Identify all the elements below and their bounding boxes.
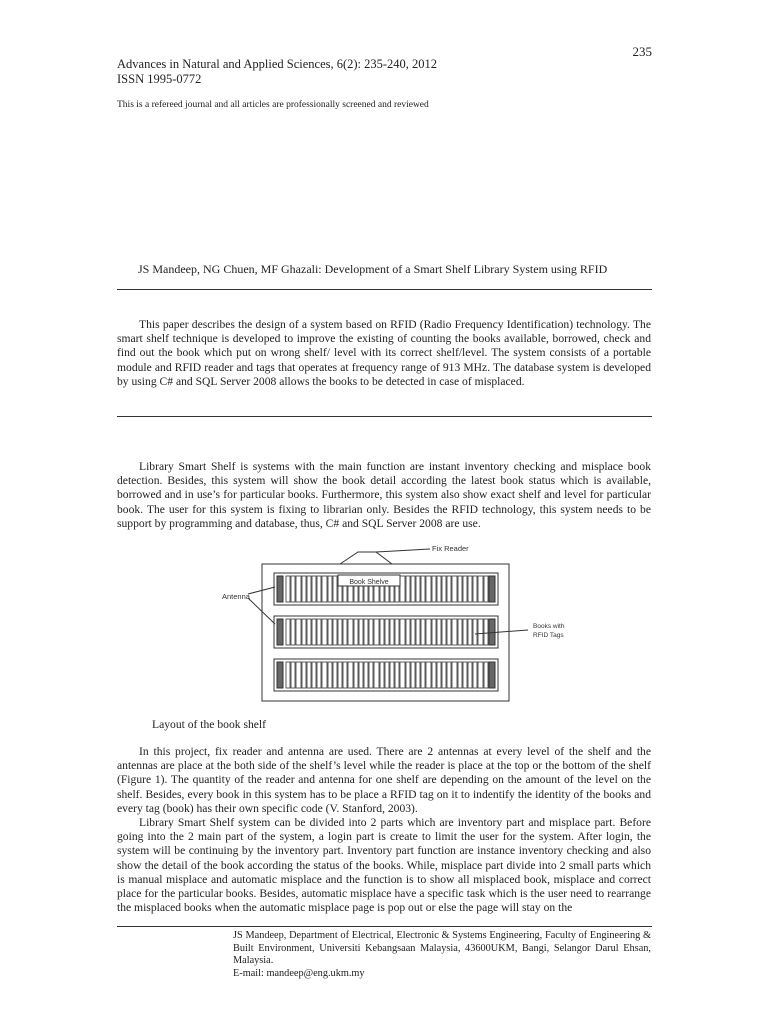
book-spine [400,662,405,688]
book-spine [406,619,410,645]
book-spine [322,619,327,645]
book-spine [328,619,332,645]
book-spine [437,576,441,602]
book-spine [395,662,399,688]
book-spine [322,662,327,688]
book-spine [286,576,290,602]
book-spine [291,619,295,645]
book-spine [421,662,425,688]
book-spine [468,576,472,602]
book-spine [359,619,363,645]
book-spine [302,576,306,602]
body-paragraph-2: Library Smart Shelf system can be divided into 2 parts which are inventory part and misplace part. Before going into the 2 main part of the system, a login part is create to limit the user for the system. After login, the system will be continuing by the inventory part. Inventory part function are instance inventory checking and also show the detail of the book according the status of the books. While, misplace part divide into 2 small parts which is manual misplace and automatic misplace and the function is to show all misplaced book, misplace and correct place for the particular books. Besides, automatic misplace have a specific task which is the user need to rearrange the misplaced books when the automatic misplace page is pop out or else the page will stay on the [117,816,651,915]
book-spine [447,662,451,688]
book-spine [473,619,477,645]
book-spine [328,576,332,602]
article-title: JS Mandeep, NG Chuen, MF Ghazali: Development of a Smart Shelf Library System using RFID [138,262,608,276]
body-paragraph-1: In this project, fix reader and antenna are used. There are 2 antennas at every level of the shelf and the antennas are place at the both side of the shelf’s level while the reader is place at the top or the bottom of the shelf (Figure 1). The quantity of the reader and antenna for one shelf are depending on the amount of the level on the shelf. Besides, every book in this system has to be place a RFID tag on it to indentify the identity of the books and every tag (book) has their own specific code (V. Stanford, 2003). [117,745,651,815]
book-spine [343,662,347,688]
divider-top [117,289,652,290]
fix-reader-shape [340,552,392,564]
book-spine [343,619,347,645]
fix-reader-label: Fix Reader [432,544,469,553]
book-spine [359,662,363,688]
intro-text: Library Smart Shelf is systems with the main function are instant inventory checking and misplace book detection. Besides, this system will show the book detail according the latest book status which is available, borrowed and in use’s for particular books. Furthermore, this system also show exact shelf and level for particular book. The user for this system is fixing to librarian only. Besides the RFID technology, this system needs to be support by programming and database, thus, C# and SQL Server 2008 are use. [117,460,651,530]
page-number: 235 [632,44,652,59]
book-spine [302,662,306,688]
divider-bottom [117,416,652,417]
book-spine [296,662,301,688]
book-spine [385,619,389,645]
book-spine [338,619,342,645]
introduction [117,460,651,531]
book-spine [478,662,483,688]
book-spine [442,619,446,645]
book-spine [400,619,405,645]
book-spine [317,619,321,645]
body-text [117,745,651,915]
book-spine [432,619,436,645]
book-spine [385,662,389,688]
antenna-label: Antenna [222,592,250,601]
book-spine [478,576,483,602]
book-spine [390,662,394,688]
book-spine [333,619,337,645]
antenna-left-3 [277,662,283,688]
book-spine [468,662,472,688]
book-spine [395,619,399,645]
bookshelf-figure [200,540,600,710]
book-spine [421,576,425,602]
book-spine [312,662,316,688]
book-spine [406,662,410,688]
book-spine [416,576,420,602]
book-spine [426,662,431,688]
book-spine [312,619,316,645]
book-spine [317,576,321,602]
book-spine [296,619,301,645]
book-spine [291,662,295,688]
book-spine [348,619,353,645]
book-spine [468,619,472,645]
fix-reader-arrow [376,549,430,552]
book-spine [307,662,311,688]
book-spine [369,619,373,645]
book-spine [380,619,384,645]
book-spine [354,619,358,645]
book-spine [452,619,457,645]
book-spine [463,662,467,688]
book-spine [478,619,483,645]
journal-notice: This is a refereed journal and all articles are professionally screened and reviewed [117,100,429,110]
book-spine [473,576,477,602]
figure-caption: Layout of the book shelf [152,718,266,731]
book-spine [354,662,358,688]
antenna-right-2 [489,619,495,645]
book-spine [432,576,436,602]
book-spine [442,576,446,602]
book-spine [307,619,311,645]
book-spine [463,576,467,602]
book-spine [317,662,321,688]
book-spine [458,619,462,645]
book-spine [312,576,316,602]
book-spine [338,662,342,688]
book-spine [328,662,332,688]
book-spine [322,576,327,602]
book-spine [484,662,488,688]
book-spine [458,662,462,688]
footer-rule [117,926,652,927]
book-spine [406,576,410,602]
book-spine [411,576,415,602]
book-spine [484,576,488,602]
books-label-line1: Books with [533,623,565,630]
footer [233,930,651,980]
book-spine [452,662,457,688]
book-spine [400,576,405,602]
book-spine [348,662,353,688]
antenna-right-1 [489,576,495,602]
book-spine [374,619,379,645]
book-spine [369,662,373,688]
book-spine [364,662,368,688]
journal-citation: Advances in Natural and Applied Sciences, 6(2): 235-240, 2012 [117,57,438,71]
book-spine [286,662,290,688]
footer-affiliation: JS Mandeep, Department of Electrical, Electronic & Systems Engineering, Faculty of Engineering & Built Environment, Universiti Kebangsaan Malaysia, 43600UKM, Bangi, Selangor Darul Ehsan, Malaysia. [233,930,651,967]
footer-email: E-mail: mandeep@eng.ukm.my [233,967,365,979]
book-spine [302,619,306,645]
book-spine [437,662,441,688]
book-spine [390,619,394,645]
book-spine [380,662,384,688]
book-spine [296,576,301,602]
book-spine [432,662,436,688]
book-spine [473,662,477,688]
antenna-left-2 [277,619,283,645]
book-spine [458,576,462,602]
book-spine [416,662,420,688]
antenna-right-3 [489,662,495,688]
book-spine [421,619,425,645]
book-spine [426,619,431,645]
book-spine [411,619,415,645]
book-spine [286,619,290,645]
abstract-text: This paper describes the design of a system based on RFID (Radio Frequency Identification) technology. The smart shelf technique is developed to improve the existing of counting the books available, borrowed, check and find out the book which put on wrong shelf/ level with its correct shelf/level. The system consists of a portable module and RFID reader and tags that operates at frequency range of 913 MHz. The database system is developed by using C# and SQL Server 2008 allows the books to be detected in case of misplaced. [117,318,651,388]
book-spine [333,576,337,602]
book-spine [307,576,311,602]
book-spine [416,619,420,645]
book-spine [463,619,467,645]
journal-issn: ISSN 1995-0772 [117,72,202,86]
book-spine [411,662,415,688]
book-spine [333,662,337,688]
abstract [117,318,651,389]
book-spine [437,619,441,645]
books-label-line2: RFID Tags [533,632,564,639]
book-spine [426,576,431,602]
book-spine [484,619,488,645]
book-spine [452,576,457,602]
antenna-left-1 [277,576,283,602]
book-spine [364,619,368,645]
book-spine [442,662,446,688]
book-shelve-label: Book Shelve [349,579,389,586]
book-spine [447,619,451,645]
book-spine [447,576,451,602]
book-spine [374,662,379,688]
book-spine [291,576,295,602]
